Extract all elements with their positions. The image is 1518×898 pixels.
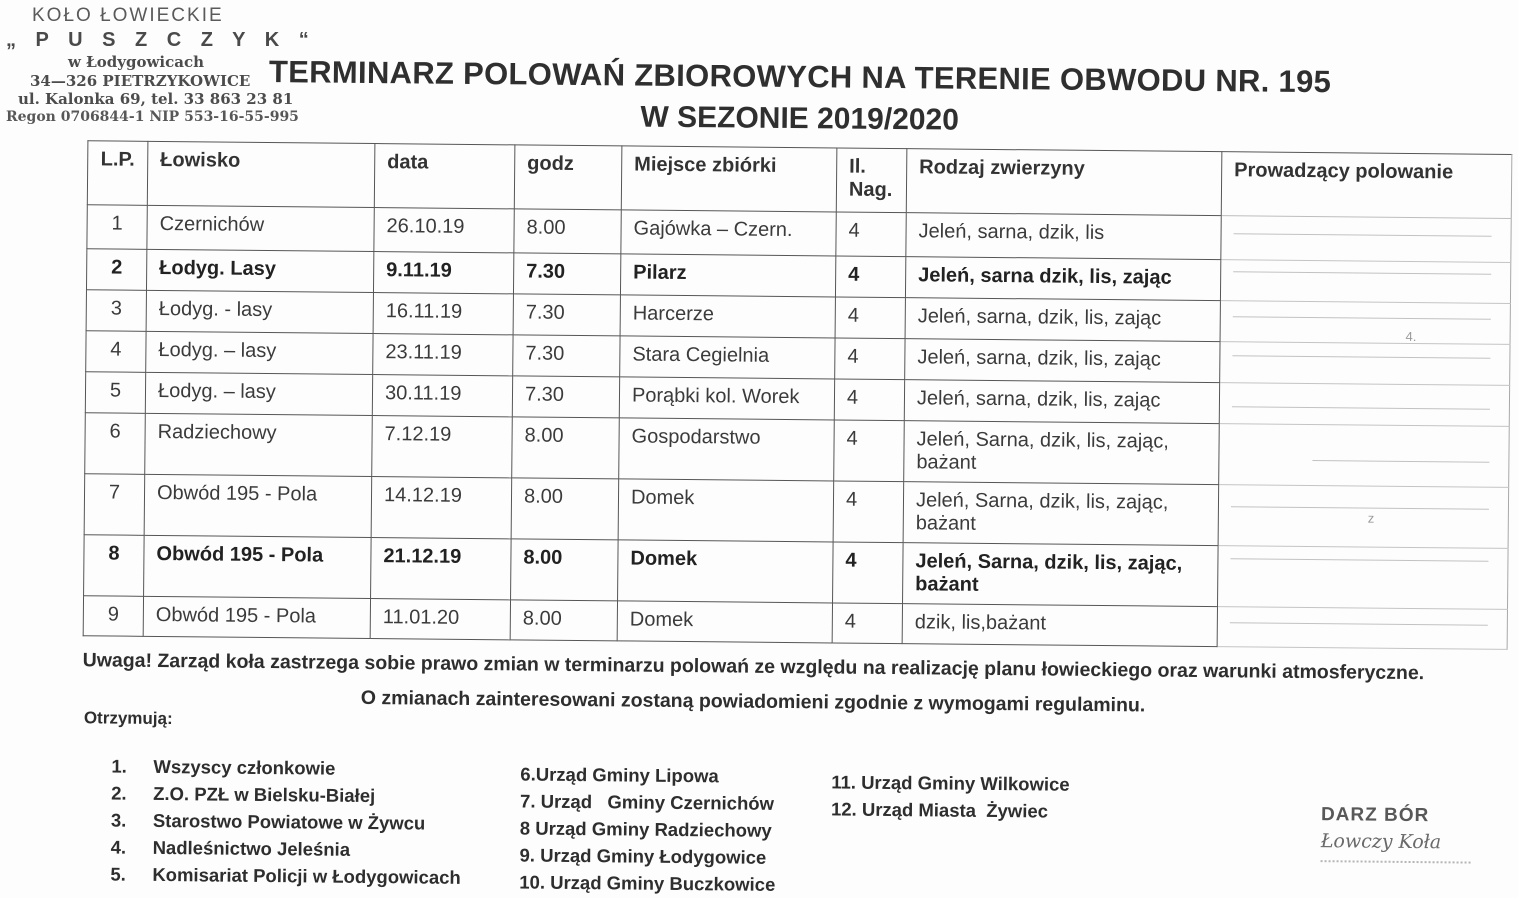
cell-miejsce: Domek bbox=[618, 479, 834, 542]
cell-godz: 8.00 bbox=[514, 209, 621, 254]
cell-data: 30.11.19 bbox=[372, 375, 512, 417]
cell-nag: 4 bbox=[835, 256, 905, 298]
cell-miejsce: Gajówka – Czern. bbox=[621, 210, 836, 256]
column-header-nag bbox=[836, 148, 907, 213]
change-notice bbox=[0, 642, 1513, 727]
recipients-list-2 bbox=[519, 760, 776, 897]
column-header-nag-line2: Nag. bbox=[848, 178, 893, 201]
column-header-godz: godz bbox=[514, 145, 622, 210]
stamp-line-6: Regon 0706844-1 NIP 553-16-55-995 bbox=[6, 109, 299, 125]
cell-nag: 4 bbox=[833, 542, 904, 604]
cell-miejsce: Harcerze bbox=[620, 295, 835, 338]
column-header-lowisko: Łowisko bbox=[147, 141, 375, 207]
cell-rodzaj: Jeleń, Sarna, dzik, lis, zając, bażant bbox=[903, 543, 1219, 607]
title-line-1: TERMINARZ POLOWAŃ ZBIOROWYCH NA TERENIE OBWODU NR. 195 bbox=[268, 54, 1332, 100]
list-item-text: Komisariat Policji w Łodygowicach bbox=[152, 863, 461, 888]
cell-data: 16.11.19 bbox=[373, 293, 513, 335]
cell-lowisko: Obwód 195 - Pola bbox=[144, 535, 372, 598]
list-item bbox=[111, 753, 462, 783]
cell-data: 21.12.19 bbox=[371, 538, 512, 600]
cell-lp: 6 bbox=[85, 413, 146, 475]
cell-prowadzacy-redacted bbox=[1220, 342, 1510, 386]
list-item: 7. Urząd Gminy Czernichów bbox=[519, 790, 775, 814]
cell-data: 7.12.19 bbox=[372, 416, 513, 478]
list-item-number: 2. bbox=[111, 782, 127, 804]
cell-lp: 3 bbox=[86, 290, 146, 332]
cell-lowisko: Łodyg. – lasy bbox=[146, 331, 373, 374]
redaction-line bbox=[1230, 558, 1488, 561]
cell-prowadzacy-redacted bbox=[1217, 546, 1508, 610]
redaction-line bbox=[1233, 316, 1491, 319]
document-title bbox=[41, 52, 1518, 144]
list-item: 12. Urząd Miasta Żywiec bbox=[830, 798, 1049, 822]
cell-lowisko: Łodyg. – lasy bbox=[145, 372, 372, 415]
recipients-list-1 bbox=[110, 753, 462, 891]
cell-godz: 8.00 bbox=[510, 600, 617, 641]
signoff-darz-bor: DARZ BÓR bbox=[1320, 804, 1430, 827]
cell-lp: 1 bbox=[87, 205, 147, 250]
list-item bbox=[111, 834, 462, 864]
redaction-line bbox=[1234, 233, 1492, 236]
cell-lowisko: Obwód 195 - Pola bbox=[143, 596, 370, 638]
list-item-text: Wszyscy członkowie bbox=[153, 755, 336, 779]
cell-lowisko: Łodyg. Lasy bbox=[146, 249, 373, 292]
cell-nag: 4 bbox=[834, 420, 905, 482]
stamp-line-1: KOŁO ŁOWIECKIE bbox=[32, 5, 224, 26]
list-item: 8 Urząd Gminy Radziechowy bbox=[519, 817, 772, 841]
list-item: 11. Urząd Gminy Wilkowice bbox=[831, 771, 1070, 795]
cell-godz: 8.00 bbox=[511, 478, 619, 540]
cell-godz: 7.30 bbox=[513, 253, 620, 295]
cell-prowadzacy-redacted bbox=[1218, 485, 1509, 549]
cell-prowadzacy-redacted bbox=[1220, 260, 1510, 304]
cell-rodzaj: Jeleń, sarna dzik, lis, zając bbox=[905, 257, 1220, 301]
cell-data: 26.10.19 bbox=[374, 208, 514, 253]
list-item: 6.Urząd Gminy Lipowa bbox=[520, 763, 719, 787]
hunt-schedule-table bbox=[83, 140, 1513, 650]
cell-rodzaj: Jeleń, Sarna, dzik, lis, zając, bażant bbox=[904, 421, 1220, 485]
cell-rodzaj: dzik, lis,bażant bbox=[902, 604, 1217, 647]
cell-lowisko: Radziechowy bbox=[145, 413, 373, 476]
cell-lp: 9 bbox=[83, 596, 143, 637]
list-item-text: Starostwo Powiatowe w Żywcu bbox=[152, 809, 426, 834]
cell-godz: 7.30 bbox=[512, 376, 619, 418]
list-item-number: 4. bbox=[110, 836, 127, 858]
cell-rodzaj: Jeleń, sarna, dzik, lis, zając bbox=[905, 298, 1220, 342]
redaction-line bbox=[1230, 622, 1488, 625]
recipients-label: Otrzymują: bbox=[83, 708, 173, 729]
cell-lowisko: Łodyg. - lasy bbox=[146, 290, 373, 333]
cell-lp: 7 bbox=[84, 474, 145, 536]
list-item bbox=[110, 861, 461, 891]
signoff-lowczy-kola: Łowczy Koła bbox=[1320, 830, 1442, 854]
cell-rodzaj: Jeleń, sarna, dzik, lis, zając bbox=[905, 339, 1220, 383]
stray-mark: z bbox=[1367, 510, 1375, 526]
list-item bbox=[111, 780, 462, 810]
cell-data: 23.11.19 bbox=[373, 334, 513, 376]
cell-lp: 4 bbox=[86, 331, 146, 373]
redaction-line bbox=[1233, 271, 1491, 274]
stray-mark: 4. bbox=[1405, 328, 1417, 345]
stamp-line-2: „ P U S Z C Z Y K “ bbox=[6, 28, 316, 51]
cell-nag: 4 bbox=[835, 297, 905, 339]
cell-rodzaj: Jeleń, Sarna, dzik, lis, zając, bażant bbox=[903, 482, 1219, 546]
list-item-text: Z.O. PZŁ w Bielsku-Białej bbox=[153, 782, 376, 807]
redaction-line bbox=[1232, 406, 1490, 409]
signature-redaction-line bbox=[1321, 860, 1471, 863]
cell-miejsce: Gospodarstwo bbox=[619, 418, 835, 481]
change-notice-line-1: Uwaga! Zarząd koła zastrzega sobie prawo zmian w terminarzu polowań ze względu na realizację planu łowieckiego oraz warunki atmosferyczne. bbox=[82, 649, 1425, 685]
cell-data: 9.11.19 bbox=[373, 252, 513, 294]
list-item: 10. Urząd Gminy Buczkowice bbox=[519, 871, 776, 895]
cell-rodzaj: Jeleń, sarna, dzik, lis, zając bbox=[904, 380, 1219, 424]
cell-lowisko: Czernichów bbox=[147, 205, 374, 251]
title-line-2: W SEZONIE 2019/2020 bbox=[640, 100, 960, 137]
cell-miejsce: Domek bbox=[617, 601, 832, 643]
cell-godz: 8.00 bbox=[512, 417, 620, 479]
list-item-number: 5. bbox=[110, 863, 126, 885]
list-item: 9. Urząd Gminy Łodygowice bbox=[519, 844, 767, 868]
cell-prowadzacy-redacted bbox=[1219, 424, 1510, 488]
cell-godz: 7.30 bbox=[513, 294, 620, 336]
cell-lp: 2 bbox=[86, 249, 146, 291]
cell-godz: 7.30 bbox=[513, 335, 620, 377]
cell-data: 14.12.19 bbox=[371, 477, 512, 539]
column-header-rodzaj: Rodzaj zwierzyny bbox=[906, 149, 1222, 216]
stamp-line-4: 34—326 PIETRZYKOWICE bbox=[30, 71, 251, 90]
cell-data: 11.01.20 bbox=[370, 599, 510, 640]
cell-miejsce: Stara Cegielnia bbox=[620, 336, 835, 379]
stamp-line-3: w Łodygowicach bbox=[68, 52, 204, 71]
cell-lowisko: Obwód 195 - Pola bbox=[144, 474, 372, 537]
column-header-data: data bbox=[374, 144, 515, 209]
column-header-nag-line1: Il. bbox=[849, 155, 866, 178]
column-header-prowadzacy: Prowadzący polowanie bbox=[1221, 152, 1512, 219]
change-notice-line-2: O zmianach zainteresowani zostaną powiadomieni zgodnie z wymogami regulaminu. bbox=[360, 687, 1146, 717]
cell-miejsce: Porąbki kol. Worek bbox=[619, 377, 834, 420]
cell-nag: 4 bbox=[834, 379, 904, 421]
cell-prowadzacy-redacted bbox=[1217, 607, 1507, 650]
cell-nag: 4 bbox=[833, 481, 904, 543]
redaction-line bbox=[1312, 460, 1490, 463]
cell-miejsce: Domek bbox=[618, 540, 834, 603]
signoff bbox=[1321, 804, 1472, 863]
cell-lp: 5 bbox=[85, 372, 145, 414]
column-header-lp: L.P. bbox=[87, 141, 148, 206]
cell-nag: 4 bbox=[832, 603, 902, 644]
cell-godz: 8.00 bbox=[511, 539, 619, 601]
cell-prowadzacy-redacted bbox=[1219, 383, 1509, 427]
stamp-line-5: ul. Kalonka 69, tel. 33 863 23 81 bbox=[18, 90, 294, 109]
recipients-list-3 bbox=[831, 768, 1070, 824]
cell-nag: 4 bbox=[836, 212, 906, 257]
cell-miejsce: Pilarz bbox=[620, 254, 835, 297]
cell-rodzaj: Jeleń, sarna, dzik, lis bbox=[906, 213, 1221, 260]
column-header-miejsce: Miejsce zbiórki bbox=[621, 146, 837, 212]
list-item-text: Nadleśnictwo Jeleśnia bbox=[152, 836, 351, 860]
redaction-line bbox=[1232, 355, 1490, 358]
cell-lp: 8 bbox=[84, 535, 145, 597]
list-item bbox=[111, 807, 462, 837]
redaction-line bbox=[1231, 506, 1489, 509]
cell-nag: 4 bbox=[835, 338, 905, 380]
cell-prowadzacy-redacted bbox=[1220, 301, 1510, 345]
list-item-number: 1. bbox=[111, 755, 127, 777]
cell-prowadzacy-redacted bbox=[1221, 216, 1511, 263]
list-item-number: 3. bbox=[110, 809, 127, 831]
